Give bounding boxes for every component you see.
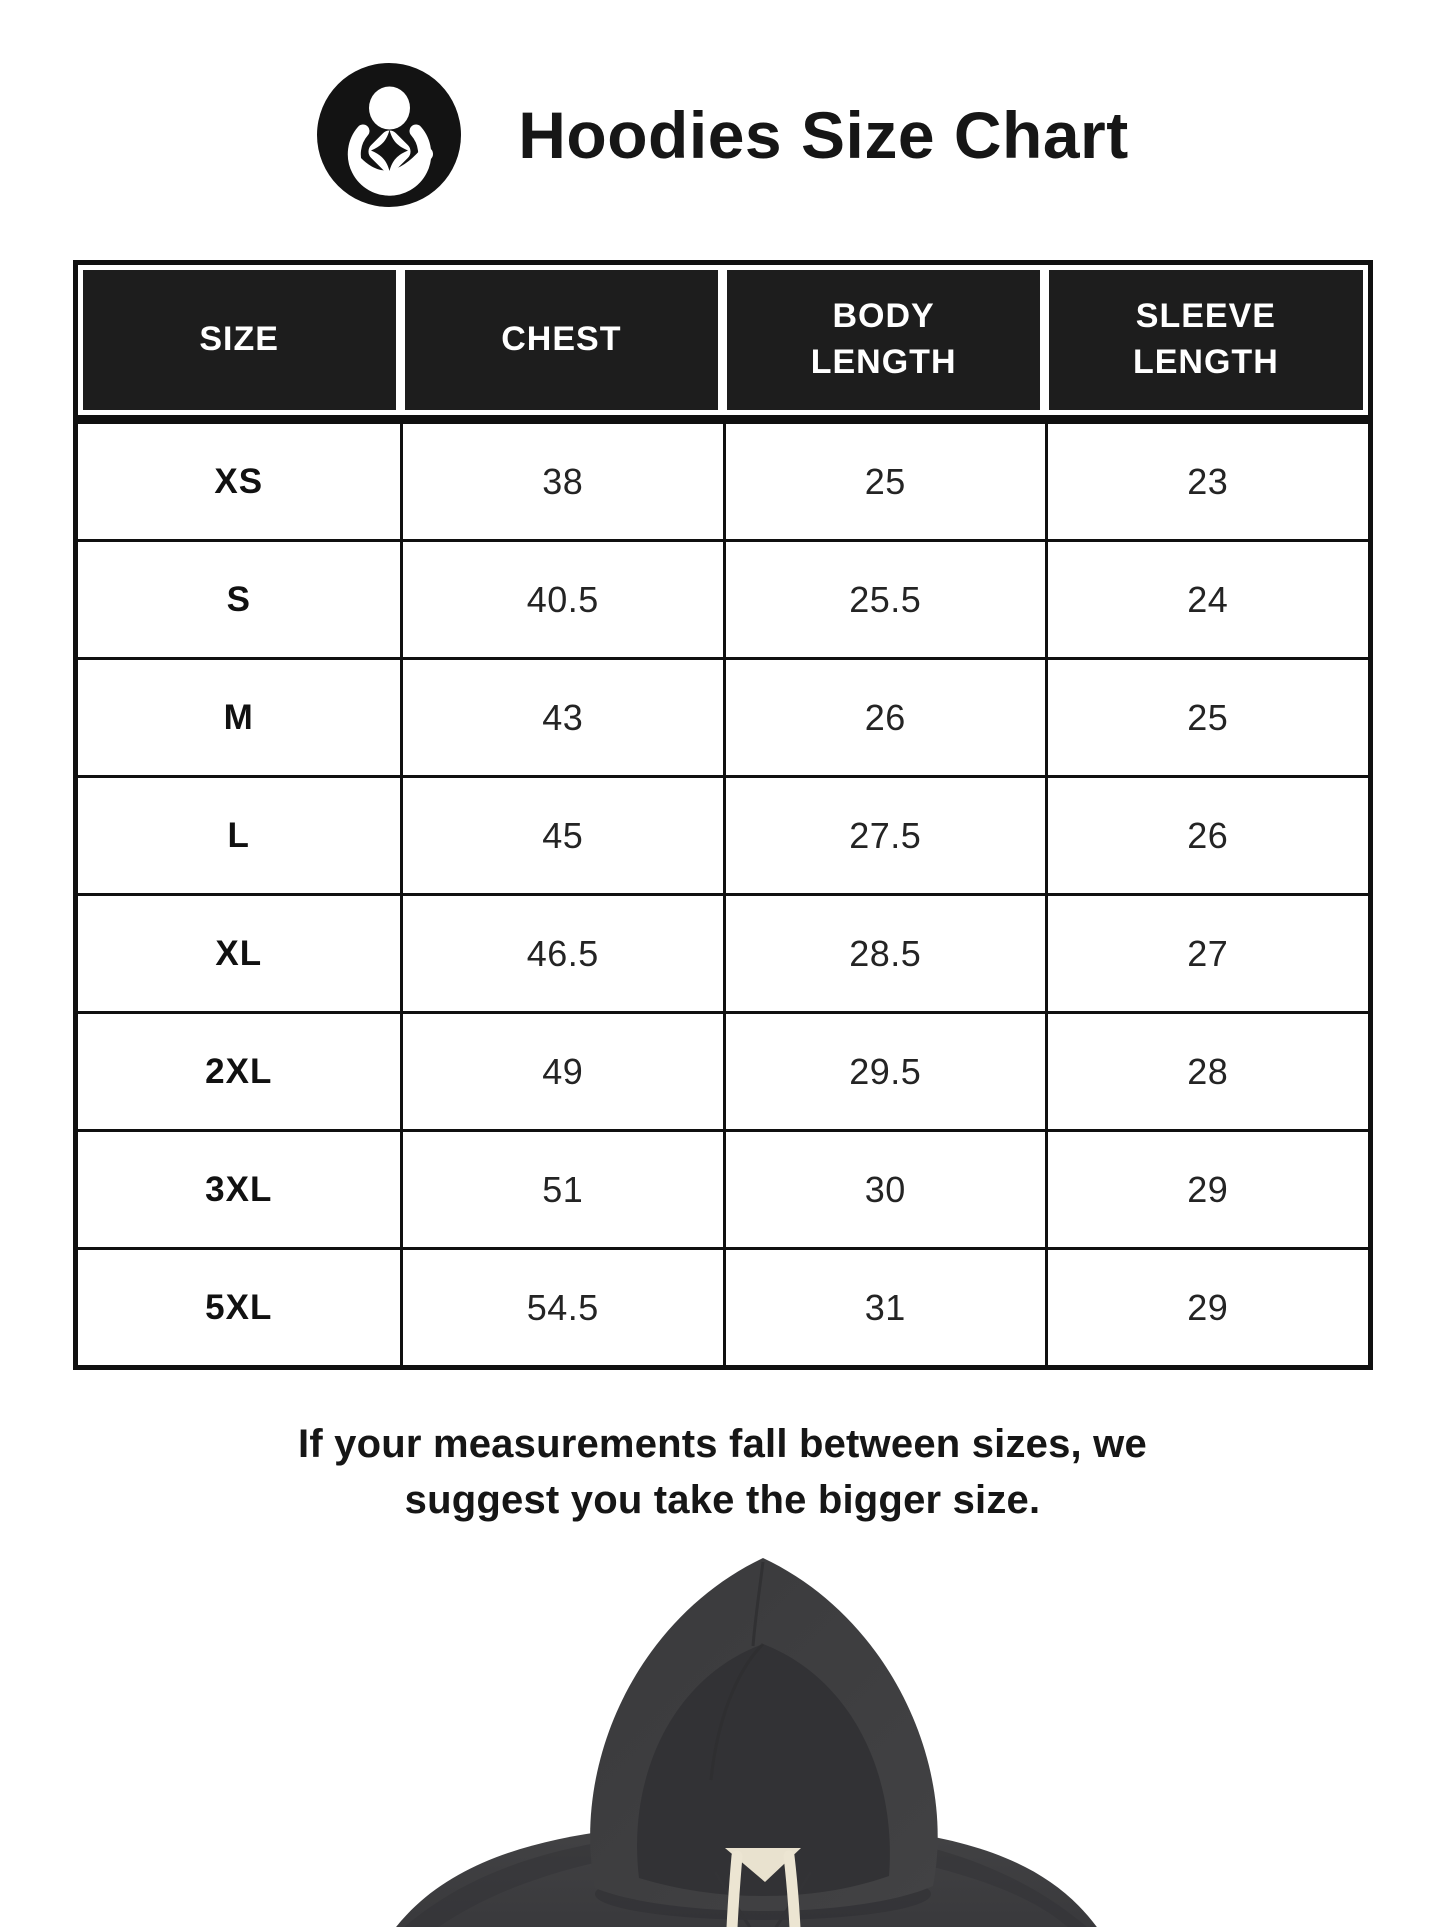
chest-cell: 43 bbox=[400, 660, 723, 775]
size-cell: XS bbox=[214, 461, 264, 501]
column-header-sleeve-length: SLEEVE LENGTH bbox=[1049, 270, 1362, 410]
body-length-cell: 30 bbox=[723, 1132, 1046, 1247]
body-length-cell: 31 bbox=[723, 1250, 1046, 1365]
brand-logo-icon bbox=[316, 62, 462, 208]
sleeve-length-cell: 29 bbox=[1045, 1132, 1368, 1247]
size-cell: 3XL bbox=[205, 1169, 273, 1209]
page-title: Hoodies Size Chart bbox=[518, 98, 1129, 172]
sleeve-length-cell: 29 bbox=[1045, 1250, 1368, 1365]
chest-cell: 45 bbox=[400, 778, 723, 893]
size-cell: 5XL bbox=[205, 1287, 273, 1327]
chest-cell: 38 bbox=[400, 424, 723, 539]
column-header-body-length: BODY LENGTH bbox=[727, 270, 1040, 410]
table-row bbox=[78, 421, 1368, 539]
size-cell: XL bbox=[215, 933, 263, 973]
table-row bbox=[78, 1247, 1368, 1365]
table-row bbox=[78, 1011, 1368, 1129]
table-row bbox=[78, 1129, 1368, 1247]
body-length-cell: 25 bbox=[723, 424, 1046, 539]
table-row bbox=[78, 657, 1368, 775]
chest-cell: 40.5 bbox=[400, 542, 723, 657]
sizing-note-line1: If your measurements fall between sizes, we bbox=[298, 1422, 1147, 1466]
body-length-cell: 29.5 bbox=[723, 1014, 1046, 1129]
sizing-note-line2: suggest you take the bigger size. bbox=[404, 1478, 1041, 1522]
column-header-chest: CHEST bbox=[405, 270, 718, 410]
body-length-cell: 26 bbox=[723, 660, 1046, 775]
chest-cell: 46.5 bbox=[400, 896, 723, 1011]
body-length-cell: 25.5 bbox=[723, 542, 1046, 657]
sleeve-length-cell: 27 bbox=[1045, 896, 1368, 1011]
table-row bbox=[78, 893, 1368, 1011]
size-cell: L bbox=[227, 815, 250, 855]
table-header-row bbox=[78, 265, 1368, 421]
body-length-cell: 28.5 bbox=[723, 896, 1046, 1011]
column-header-size: SIZE bbox=[83, 270, 396, 410]
sleeve-length-cell: 24 bbox=[1045, 542, 1368, 657]
hoodie-illustration bbox=[365, 1550, 1125, 1927]
chest-cell: 54.5 bbox=[400, 1250, 723, 1365]
sizing-note bbox=[223, 1416, 1223, 1528]
sleeve-length-cell: 25 bbox=[1045, 660, 1368, 775]
chest-cell: 49 bbox=[400, 1014, 723, 1129]
size-cell: M bbox=[223, 697, 254, 737]
sleeve-length-cell: 28 bbox=[1045, 1014, 1368, 1129]
table-row bbox=[78, 775, 1368, 893]
brand-header bbox=[0, 62, 1445, 208]
body-length-cell: 27.5 bbox=[723, 778, 1046, 893]
sleeve-length-cell: 23 bbox=[1045, 424, 1368, 539]
size-cell: 2XL bbox=[205, 1051, 273, 1091]
chest-cell: 51 bbox=[400, 1132, 723, 1247]
sleeve-length-cell: 26 bbox=[1045, 778, 1368, 893]
hoodie-product-image bbox=[365, 1550, 1125, 1927]
size-chart-table bbox=[73, 260, 1373, 1370]
table-row bbox=[78, 539, 1368, 657]
size-cell: S bbox=[226, 579, 251, 619]
